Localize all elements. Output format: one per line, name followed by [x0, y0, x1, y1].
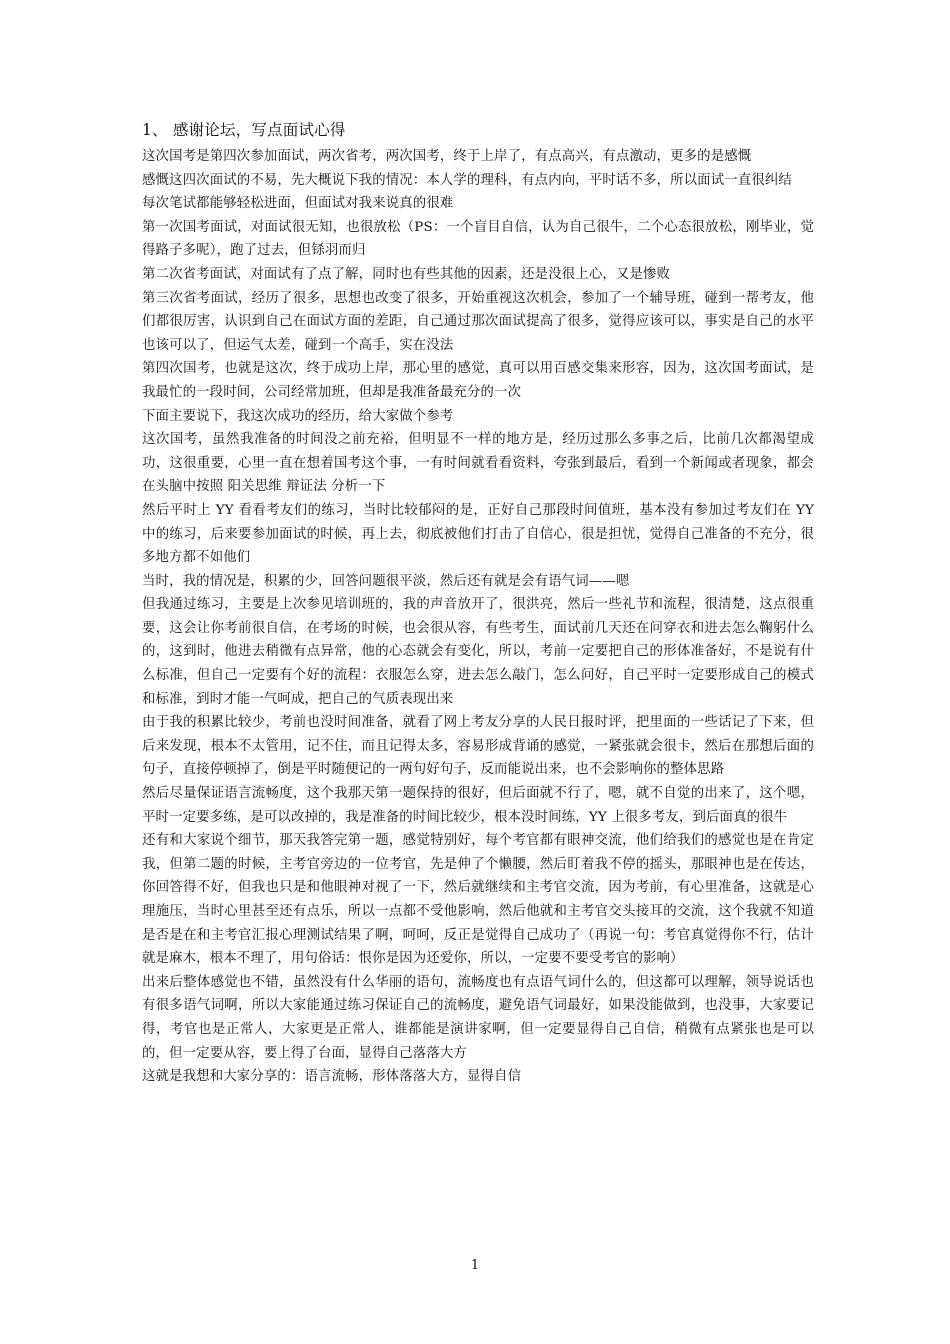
- paragraph: 出来后整体感觉也不错，虽然没有什么华丽的语句，流畅度也有点语气词什么的，但这都可以理解，领导说话也有很多语气词啊，所以大家能通过练习保证自己的流畅度，避免语气词最好，如果没能做到，也没事，大家要记得，考官也是正常人，大家更是正常人，谁都能是演讲家啊，但一定要显得自己自信，稍微有点紧张也是可以的，但一定要从容，要上得了台面，显得自己落落大方: [142, 974, 814, 1061]
- paragraph: 然后平时上 YY 看看考友们的练习，当时比较郁闷的是，正好自己那段时间值班，基本没有参加过考友们在 YY 中的练习，后来要参加面试的时候，再上去，彻底被他们打击了自信心，很是担忧，觉得自己准备的不充分，很多地方都不如他们: [142, 502, 814, 566]
- paragraph: 由于我的积累比较少，考前也没时间准备，就看了网上考友分享的人民日报时评，把里面的一些话记了下来，但后来发现，根本不太管用，记不住，而且记得太多，容易形成背诵的感觉，一紧张就会很卡，然后在那想后面的句子，直接停顿掉了，倒是平时随便记的一两句好句子，反而能说出来，也不会影响你的整体思路: [142, 715, 814, 778]
- paragraph: 感慨这四次面试的不易，先大概说下我的情况：本人学的理科，有点内向，平时话不多，所以面试一直很纠结: [142, 172, 792, 188]
- paragraph: 第四次国考，也就是这次，终于成功上岸，那心里的感觉，真可以用百感交集来形容，因为，这次国考面试，是我最忙的一段时间，公司经常加班，但却是我准备最充分的一次: [142, 361, 814, 400]
- paragraph: 每次笔试都能够轻松进面，但面试对我来说真的很难: [142, 196, 454, 212]
- paragraph: 下面主要说下，我这次成功的经历，给大家做个参考: [142, 408, 454, 424]
- paragraph: 还有和大家说个细节，那天我答完第一题，感觉特别好，每个考官都有眼神交流，他们给我们的感觉也是在肯定我，但第二题的时候，主考官旁边的一位考官，先是伸了个懒腰，然后盯着我不停的摇头，那眼神也是在传达，你回答得不好，但我也只是和他眼神对视了一下，然后就继续和主考官交流，因为考前，有心里准备，这就是心理施压，当时心里甚至还有点乐，所以一点都不受他影响，然后他就和主考官交头接耳的交流，这个我就不知道是否是在和主考官汇报心理测试结果了啊，呵呵，反正是觉得自己成功了（再说一句：考官真觉得你不行，估计就是麻木，根本不理了，用句俗话：恨你是因为还爱你，所以，一定要不要受考官的影响）: [142, 833, 814, 967]
- page-number: 1: [470, 1258, 480, 1273]
- paragraph: 这就是我想和大家分享的：语言流畅，形体落落大方，显得自信: [142, 1069, 522, 1085]
- document-body: [142, 118, 814, 1089]
- paragraph: 第一次国考面试，对面试很无知，也很放松（PS：一个盲目自信，认为自己很牛，二个心态很放松，刚毕业，觉得路子多呢），跑了过去，但铩羽而归: [142, 219, 814, 259]
- paragraph: 第二次省考面试，对面试有了点了解，同时也有些其他的因素，还是没很上心，又是惨败: [142, 266, 671, 282]
- paragraph: 第三次省考面试，经历了很多，思想也改变了很多，开始重视这次机会，参加了一个辅导班，碰到一帮考友，他们都很厉害，认识到自己在面试方面的差距，自己通过那次面试提高了很多，觉得应该可以，事实是自己的水平也该可以了，但运气太差，碰到一个高手，实在没法: [142, 290, 814, 353]
- document-title: 1、 感谢论坛，写点面试心得: [142, 121, 346, 139]
- paragraph: 这次国考，虽然我准备的时间没之前充裕，但明显不一样的地方是，经历过那么多事之后，比前几次都渴望成功，这很重要，心里一直在想着国考这个事，一有时间就看看资料，夸张到最后，看到一个新闻或者现象，都会在头脑中按照 阳关思维 辩证法 分析一下: [142, 432, 814, 495]
- paragraph: 这次国考是第四次参加面试，两次省考，两次国考，终于上岸了，有点高兴，有点激动，更多的是感慨: [142, 149, 752, 164]
- paragraph: 然后尽量保证语言流畅度，这个我那天第一题保持的很好，但后面就不行了，嗯，就不自觉的出来了，这个嗯，平时一定要多练，是可以改掉的，我是准备的时间比较少，根本没时间练，YY 上很多考友，到后面真的很牛: [142, 786, 814, 825]
- paragraph: 当时，我的情况是，积累的少，回答问题很平淡，然后还有就是会有语气词——嗯: [142, 573, 630, 589]
- paragraph: 但我通过练习，主要是上次参见培训班的，我的声音放开了，很洪亮，然后一些礼节和流程，很清楚，这点很重要，这会让你考前很自信，在考场的时候，也会很从容，有些考生，面试前几天还在问穿衣和进去怎么鞠躬什么的，这到时，他进去稍微有点异常，他的心态就会有变化，所以，考前一定要把自己的形体准备好，不是说有什么标准，但自己一定要有个好的流程：衣服怎么穿，进去怎么敲门，怎么问好，自己平时一定要形成自己的模式和标准，到时才能一气呵成，把自己的气质表现出来: [142, 597, 814, 707]
